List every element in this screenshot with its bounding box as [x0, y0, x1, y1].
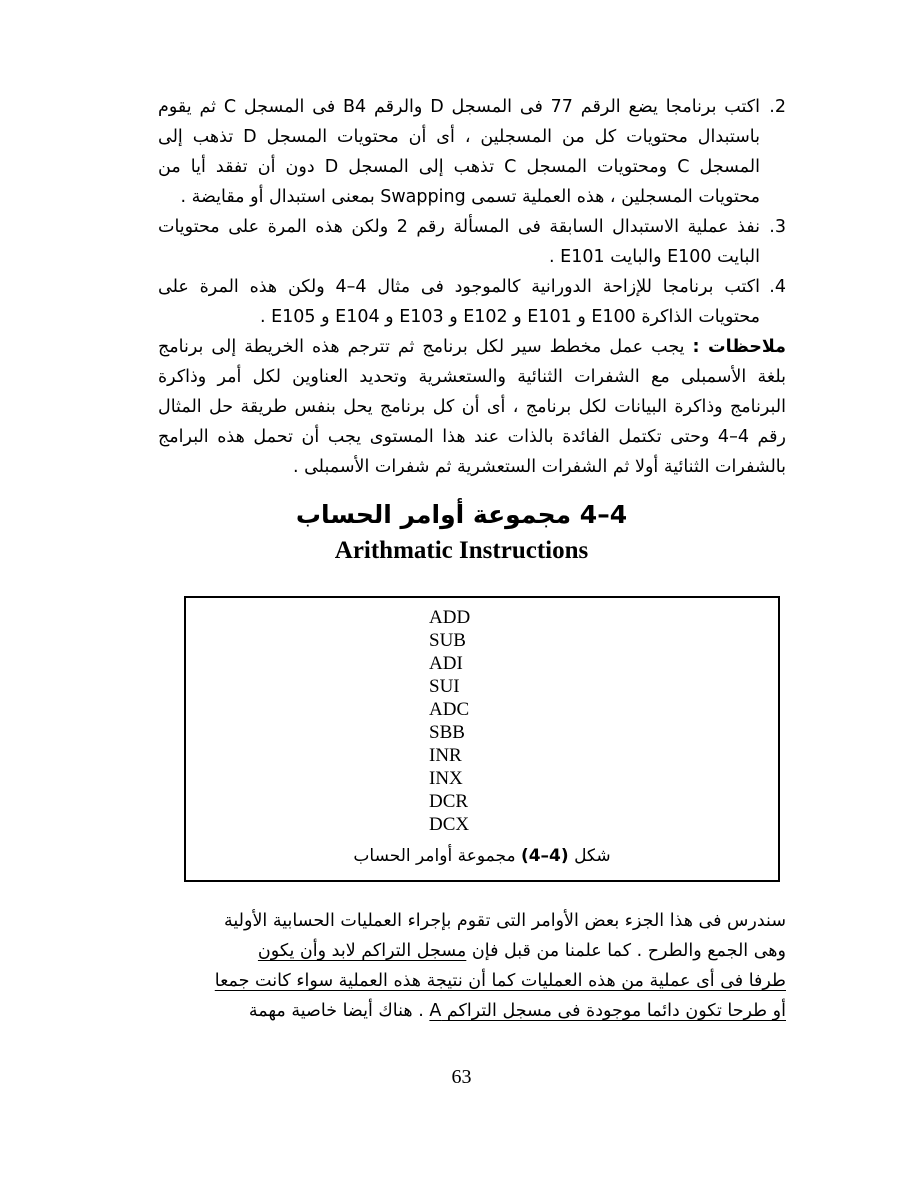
body-paragraph	[158, 906, 786, 1026]
instruction-item: INR	[429, 745, 462, 766]
instruction-item: SUB	[429, 630, 466, 651]
page-number: 63	[451, 1066, 472, 1088]
section-title-arabic: 4–4 مجموعة أوامر الحساب	[295, 500, 628, 529]
exercise-item-2	[158, 92, 786, 212]
figure-box	[184, 596, 780, 882]
body-line-2	[158, 936, 786, 966]
instruction-item: DCX	[429, 814, 470, 835]
notes-paragraph	[158, 332, 786, 482]
caption-number: (4–4)	[520, 846, 569, 866]
instruction-item: INX	[429, 768, 463, 789]
instruction-item: ADD	[429, 607, 471, 628]
exercise-number: 4.	[769, 277, 786, 297]
body-line-4-plain: . هناك أيضا خاصية مهمة	[248, 1001, 424, 1021]
exercise-number: 3.	[769, 217, 786, 237]
body-line-4	[158, 996, 786, 1026]
body-line-3-underlined: طرفا فى أى عملية من هذه العمليات كما أن نتيجة هذه العملية سواء كانت جمعا	[214, 971, 786, 991]
instruction-item: ADI	[429, 653, 463, 674]
caption-text: مجموعة أوامر الحساب	[353, 846, 516, 866]
instruction-item: DCR	[429, 791, 469, 812]
body-line-2-plain: وهى الجمع والطرح . كما علمنا من قبل فإن	[471, 941, 786, 961]
exercise-text: اكتب برنامجا للإزاحة الدورانية كالموجود فى مثال 4–4 ولكن هذه المرة على محتويات الذاكرة E100 و E101 و E102 و E103 و E104 و E105 .	[158, 277, 760, 327]
exercise-number: 2.	[769, 97, 786, 117]
notes-lead: ملاحظات :	[692, 337, 786, 357]
exercise-text: اكتب برنامجا يضع الرقم 77 فى المسجل D والرقم B4 فى المسجل C ثم يقوم باستبدال محتويات كل من المسجلين ، أى أن محتويات المسجل D تذهب إلى المسجل C ومحتويات المسجل C تذهب إلى المسجل D دون أن تفقد أيا من محتويات المسجلين ، هذه العملية تسمى Swapping بمعنى استبدال أو مقايضة .	[158, 97, 760, 207]
body-line-2-underlined: مسجل التراكم لابد وأن يكون	[257, 941, 467, 961]
instruction-item: SUI	[429, 676, 460, 697]
exercise-text: نفذ عملية الاستبدال السابقة فى المسألة رقم 2 ولكن هذه المرة على محتويات البايت E100 والبايت E101 .	[158, 217, 760, 267]
body-line-4-underlined: أو طرحا تكون دائما موجودة فى مسجل التراكم A	[429, 1001, 786, 1021]
instruction-list	[429, 606, 470, 836]
instruction-item: ADC	[429, 699, 470, 720]
section-title-english: Arithmatic Instructions	[334, 537, 589, 564]
caption-prefix: شكل	[574, 846, 611, 866]
figure-caption	[186, 846, 778, 866]
body-line-1: سندرس فى هذا الجزء بعض الأوامر التى تقوم بإجراء العمليات الحسابية الأولية	[224, 911, 786, 931]
exercises-block	[158, 92, 786, 482]
exercise-item-4	[158, 272, 786, 332]
exercise-item-3	[158, 212, 786, 272]
notes-text: يجب عمل مخطط سير لكل برنامج ثم تترجم هذه الخريطة إلى برنامج بلغة الأسمبلى مع الشفرات الثنائية والستعشرية وتحديد العناوين لكل أمر وذاكرة البرنامج وذاكرة البيانات لكل برنامج ، أى أن كل برنامج يحل بنفس طريقة حل المثال رقم 4–4 وحتى تكتمل الفائدة بالذات عند هذا المستوى يجب أن تحمل هذه البرامج بالشفرات الثنائية أولا ثم الشفرات الستعشرية ثم شفرات الأسمبلى .	[158, 337, 786, 477]
instruction-item: SBB	[429, 722, 465, 743]
